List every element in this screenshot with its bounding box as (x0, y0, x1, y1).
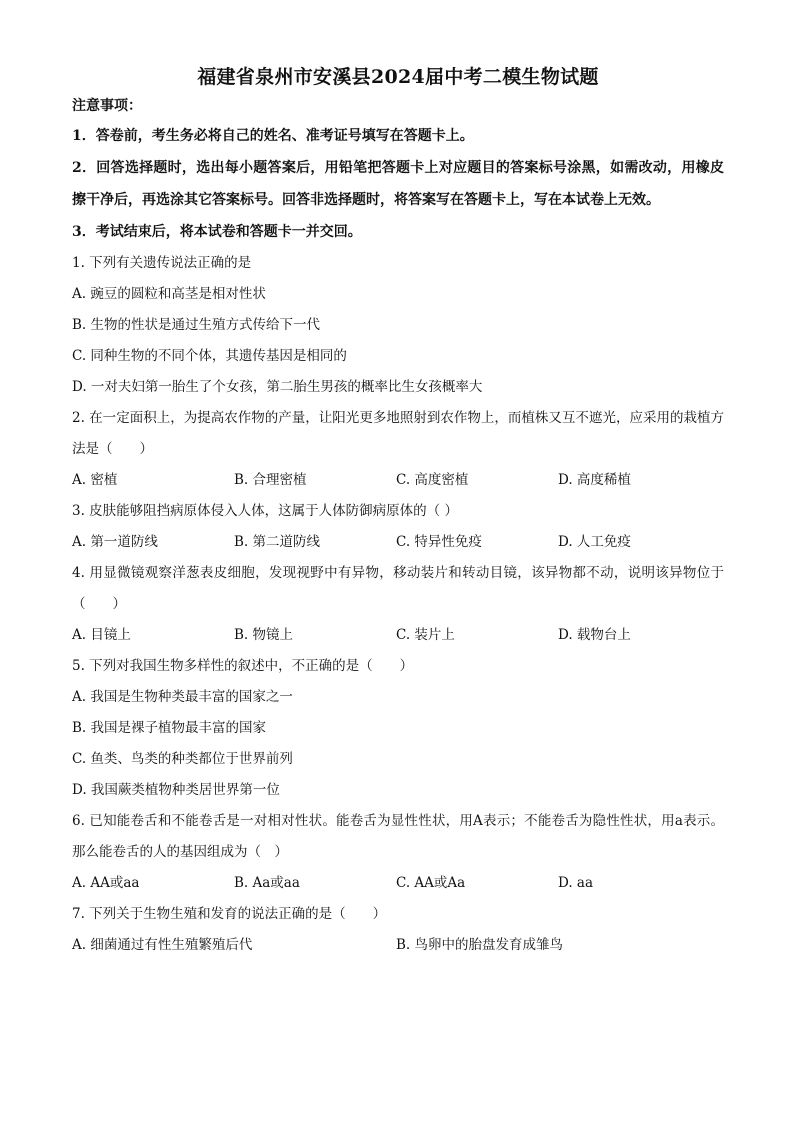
option-d: D. 高度稀植 (558, 472, 631, 488)
option-c: C. 特异性免疫 (396, 534, 482, 550)
notice-item-1: 1．答卷前，考生务必将自己的姓名、准考证号填写在答题卡上。 (72, 128, 474, 144)
notice-item-2: 2．回答选择题时，选出每小题答案后，用铅笔把答题卡上对应题目的答案标号涂黑，如需改动，用橡皮擦干净后，再选涂其它答案标号。回答非选择题时，将答案写在答题卡上，写在本试卷上无效。 (72, 160, 724, 208)
options-row (72, 527, 724, 558)
option-b: B. Aa或aa (234, 875, 300, 891)
option-b: B. 第二道防线 (234, 534, 321, 550)
option-c: C. 同种生物的不同个体，其遗传基因是相同的 (72, 348, 347, 364)
question-stem: 5. 下列对我国生物多样性的叙述中，不正确的是（ ） (72, 658, 414, 674)
option-d: D. 载物台上 (558, 627, 631, 643)
option-b: B. 物镜上 (234, 627, 294, 643)
option-d: D. 我国蕨类植物种类居世界第一位 (72, 782, 280, 798)
option-b: B. 鸟卵中的胎盘发育成雏鸟 (396, 937, 564, 953)
option-a: A. AA或aa (72, 875, 140, 891)
option-d: D. 一对夫妇第一胎生了个女孩，第二胎生男孩的概率比生女孩概率大 (72, 379, 483, 395)
option-b: B. 合理密植 (234, 472, 307, 488)
option-a: A. 第一道防线 (72, 534, 158, 550)
option-a: A. 目镜上 (72, 627, 131, 643)
option-a: A. 豌豆的圆粒和高茎是相对性状 (72, 286, 266, 302)
option-b: B. 生物的性状是通过生殖方式传给下一代 (72, 317, 321, 333)
option-b: B. 我国是裸子植物最丰富的国家 (72, 720, 267, 736)
question-3 (72, 496, 724, 558)
option-a: A. 密植 (72, 472, 118, 488)
notice-item-3: 3．考试结束后，将本试卷和答题卡一并交回。 (72, 224, 362, 240)
option-d: D. aa (558, 875, 594, 891)
question-4 (72, 558, 724, 651)
options-row (72, 930, 724, 961)
question-2 (72, 403, 724, 496)
option-a: A. 我国是生物种类最丰富的国家之一 (72, 689, 293, 705)
option-c: C. 鱼类、鸟类的种类都位于世界前列 (72, 751, 293, 767)
question-stem: 7. 下列关于生物生殖和发育的说法正确的是（ ） (72, 906, 387, 922)
option-d: D. 人工免疫 (558, 534, 631, 550)
options-row (72, 465, 724, 496)
exam-page (72, 64, 724, 961)
question-stem: 2. 在一定面积上，为提高农作物的产量，让阳光更多地照射到农作物上，而植株又互不遮光，应采用的栽植方法是（ ） (72, 410, 724, 457)
question-stem: 1. 下列有关遗传说法正确的是 (72, 255, 252, 271)
option-c: C. AA或Aa (396, 875, 466, 891)
notice-section (72, 96, 724, 248)
option-c: C. 装片上 (396, 627, 455, 643)
options-row (72, 868, 724, 899)
question-7 (72, 899, 724, 961)
question-stem: 6. 已知能卷舌和不能卷舌是一对相对性状。能卷舌为显性性状，用A表示；不能卷舌为隐性性状，用a表示。那么能卷舌的人的基因组成为（ ） (72, 813, 724, 860)
question-1 (72, 248, 724, 403)
question-stem: 4. 用显微镜观察洋葱表皮细胞，发现视野中有异物，移动装片和转动目镜，该异物都不动，说明该异物位于（ ） (72, 565, 724, 612)
question-5 (72, 651, 724, 806)
question-stem: 3. 皮肤能够阻挡病原体侵入人体，这属于人体防御病原体的（ ） (72, 503, 458, 519)
option-c: C. 高度密植 (396, 472, 469, 488)
options-row (72, 620, 724, 651)
question-6 (72, 806, 724, 899)
page-title: 福建省泉州市安溪县2024届中考二模生物试题 (197, 66, 599, 88)
option-a: A. 细菌通过有性生殖繁殖后代 (72, 937, 253, 953)
notice-heading: 注意事项： (72, 98, 142, 114)
